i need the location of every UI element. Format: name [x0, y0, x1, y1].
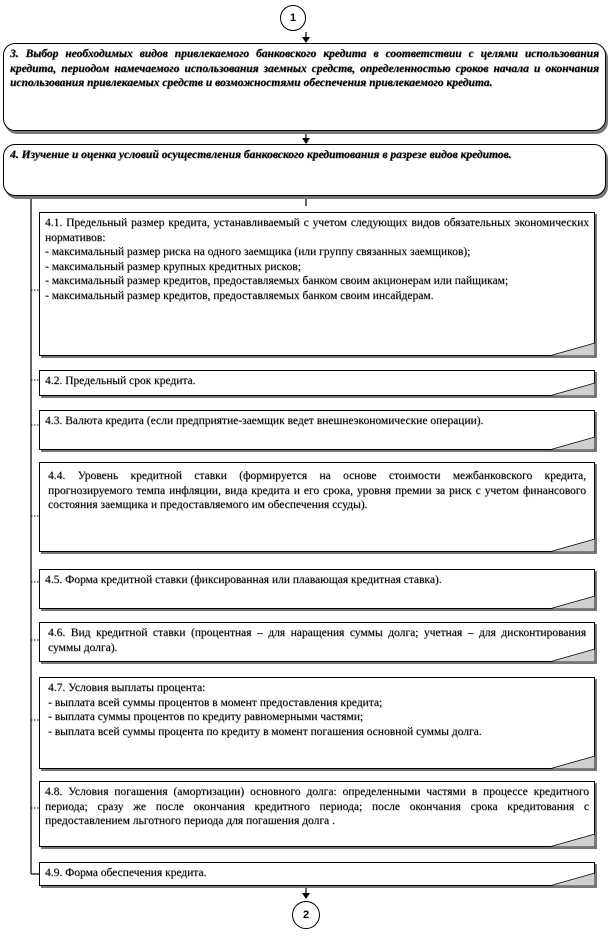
substep-4-3	[39, 410, 595, 450]
substep-4-1-item: - максимальный размер крупных кредитных рисков;	[45, 260, 301, 273]
substep-4-7-title: 4.7. Условия выплаты процента:	[48, 682, 206, 694]
connector-top-label: 1	[289, 12, 297, 24]
substep-4-2-text: 4.2. Предельный срок кредита.	[45, 375, 196, 387]
substep-4-5	[39, 569, 595, 609]
substep-4-3-text: 4.3. Валюта кредита (если предприятие-заемщик ведет внешнеэкономические операции).	[45, 415, 484, 427]
substep-4-7-item: - выплата суммы процентов по кредиту равномерными частями;	[48, 711, 364, 723]
substep-4-9	[39, 862, 595, 886]
substep-4-4	[39, 462, 595, 552]
page-fold-icon	[549, 596, 595, 609]
page-fold-icon	[549, 834, 595, 847]
step-4-text: 4. Изучение и оценка условий осуществления банковского кредитования в разрезе видов кредитов.	[10, 149, 512, 161]
connector-top	[280, 5, 306, 31]
substep-4-1-item: - максимальный размер кредитов, предоставляемых банком своим инсайдерам.	[45, 289, 434, 302]
substep-4-1-item: - максимальный размер кредитов, предоставляемых банком своим акционерам или пайщикам;	[45, 275, 509, 287]
substep-4-1-title: 4.1. Предельный размер кредита, устанавливаемый с учетом следующих видов обязательных экономических нормативов:	[45, 217, 589, 244]
page-fold-icon	[549, 649, 595, 662]
substep-4-7-item: - выплата всей суммы процентов в момент предоставления кредита;	[48, 696, 383, 709]
substep-4-7-item: - выплата всей суммы процента по кредиту в момент погашения основной суммы долга.	[48, 725, 482, 738]
connector-bottom	[292, 901, 320, 929]
substep-4-5-text: 4.5. Форма кредитной ставки (фиксированная или плавающая кредитная ставка).	[45, 574, 442, 586]
substep-4-1-item: - максимальный размер риска на одного заемщика (или группу связанных заемщиков);	[45, 246, 471, 258]
connector-bottom-label: 2	[302, 909, 310, 921]
substep-4-6	[39, 622, 595, 662]
substep-4-7	[39, 677, 595, 769]
substep-4-2	[39, 370, 595, 396]
substep-4-8-text: 4.8. Условия погашения (амортизации) основного долга: определенными частями в процессе кредитного периода; сразу же после окончания кредитного периода; после окончания срока кредитования с предоставлением льготного периода для погашения долга .	[45, 786, 589, 827]
substep-4-6-text: 4.6. Вид кредитной ставки (процентная – для наращения суммы долга; учетная – для дисконтирования суммы долга).	[48, 627, 586, 654]
step-4-box	[3, 144, 606, 196]
substep-4-9-text: 4.9. Форма обеспечения кредита.	[45, 867, 207, 879]
page-fold-icon	[549, 343, 595, 356]
page-fold-icon	[549, 873, 595, 886]
substep-4-1	[39, 212, 595, 356]
page-fold-icon	[549, 383, 595, 396]
page-fold-icon	[549, 756, 595, 769]
substep-4-4-text: 4.4. Уровень кредитной ставки (формируется на основе стоимости межбанковского кредита, прогнозируемого темпа инфляции, вида кредита и его срока, уровня премии за риск с учетом финансового состояния заемщика и предоставляемого им обеспечения ссуды).	[48, 470, 586, 511]
step-3-box	[3, 43, 606, 131]
page-fold-icon	[549, 437, 595, 450]
step-3-text: 3. Выбор необходимых видов привлекаемого банковского кредита в соответствии с целями использования кредита, периодом намечаемого использования заемных средств, определенностью сроков начала и окончания использования привлекаемых средств и возможностями обеспечения привлекаемого кредита.	[10, 48, 599, 89]
substep-4-8	[39, 781, 595, 847]
page-fold-icon	[549, 539, 595, 552]
